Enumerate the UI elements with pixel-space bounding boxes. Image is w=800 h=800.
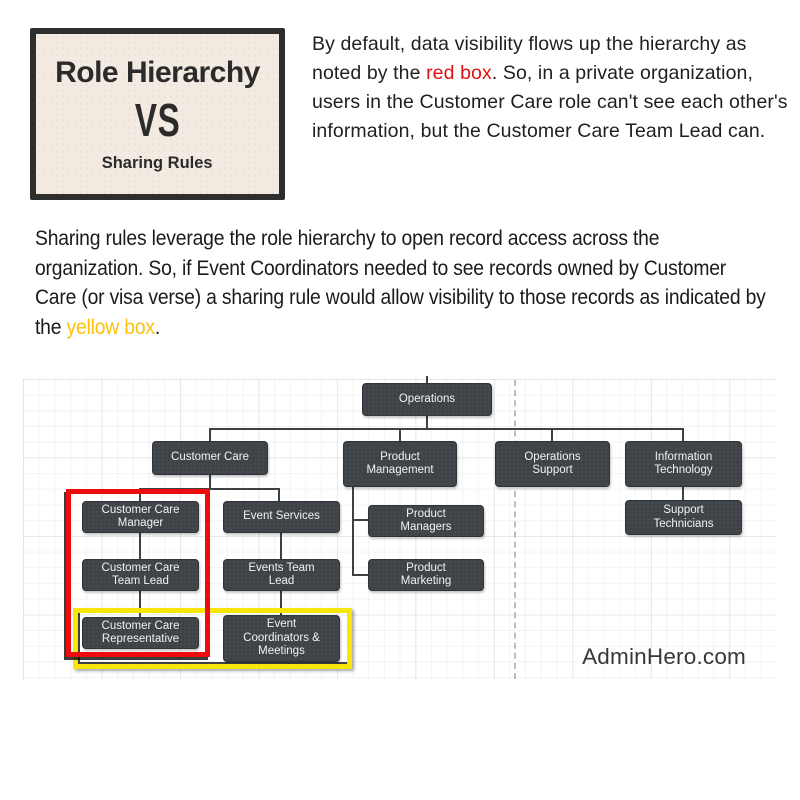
paragraph2-text-after: .	[154, 315, 161, 339]
title-card	[30, 28, 285, 200]
node-product-management	[343, 441, 457, 487]
node-information-technology-label: Information Technology	[654, 450, 713, 476]
node-customer-care	[152, 441, 268, 475]
node-customer-care-manager-label: Customer Care Manager	[101, 503, 180, 529]
connector-product-management-down	[352, 487, 354, 576]
connector-trunk	[209, 428, 684, 430]
node-operations-support-label: Operations Support	[524, 450, 581, 476]
node-information-technology	[625, 441, 742, 487]
node-events-team-lead-label: Events Team Lead	[248, 561, 315, 587]
title-vs: VS	[134, 93, 181, 146]
connector-eventservices-teamlead	[280, 533, 282, 559]
node-operations-support	[495, 441, 610, 487]
node-product-marketing-label: Product Marketing	[400, 561, 452, 587]
paragraph-role-hierarchy	[312, 30, 793, 146]
node-customer-care-team-lead-label: Customer Care Team Lead	[101, 561, 180, 587]
node-events-team-lead	[223, 559, 340, 591]
connector-stub-product-marketing	[352, 574, 368, 576]
red-box-highlight-text: red box	[426, 62, 492, 84]
watermark-adminhero: AdminHero.com	[582, 644, 746, 669]
paragraph-sharing-rules	[35, 224, 771, 342]
node-support-technicians-label: Support Technicians	[653, 504, 714, 530]
paragraph2-text: Sharing rules leverage the role hierarchy to open record access across the organization. So, if Event Coordinators needed to see records owned by Customer Care (or visa verse) a sharing rule would allow visibility to those records as indicated by the	[35, 227, 766, 339]
page-boundary-dashed-line	[514, 380, 516, 679]
node-customer-care-representative-label: Customer Care Representative	[101, 619, 180, 645]
node-operations-label: Operations	[398, 392, 456, 405]
connector-stub-product-managers	[352, 519, 368, 521]
node-product-managers	[368, 505, 484, 537]
node-product-managers-label: Product Managers	[400, 507, 452, 533]
yellow-box-highlight-text: yellow box	[66, 315, 155, 339]
node-event-coordinators-meetings-label: Event Coordinators & Meetings	[243, 618, 320, 658]
red-highlight-box	[66, 489, 210, 657]
title-role-hierarchy: Role Hierarchy	[55, 55, 260, 89]
title-sharing-rules: Sharing Rules	[102, 152, 213, 172]
node-event-services-label: Event Services	[243, 510, 320, 523]
node-support-technicians	[625, 500, 742, 535]
paragraph1-text: By default, data visibility flows up the hierarchy as noted by the	[312, 33, 747, 84]
node-product-management-label: Product Management	[366, 450, 434, 476]
node-event-services	[223, 501, 340, 533]
node-product-marketing	[368, 559, 484, 591]
connector-customer-care-down	[209, 475, 211, 489]
connector-it-support-technicians	[682, 487, 684, 500]
node-customer-care-label: Customer Care	[171, 451, 249, 464]
paragraph1-text-after: . So, in a private organization, users in the Customer Care role can't see each other's information, but the Customer Care Team Lead can.	[312, 62, 788, 142]
node-operations	[362, 383, 492, 416]
